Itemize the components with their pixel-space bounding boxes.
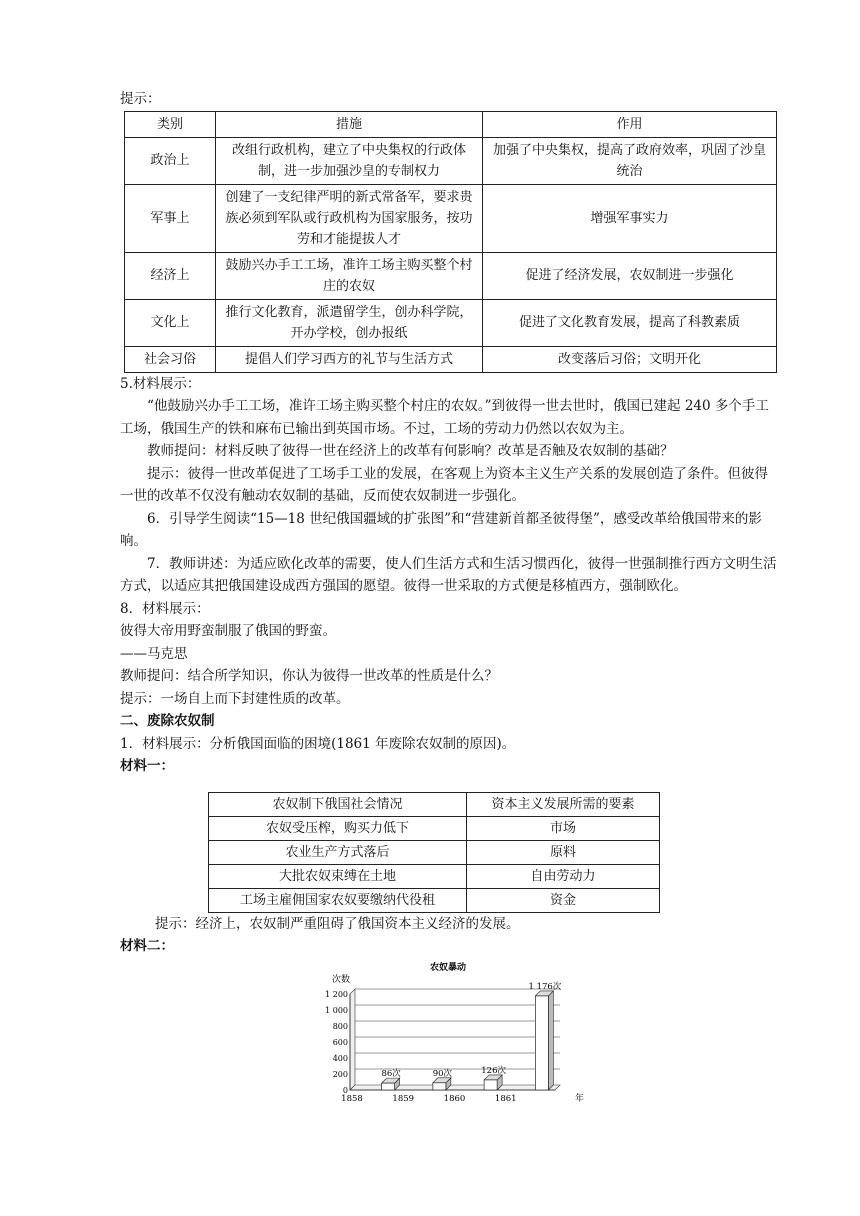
material-5-question: 教师提问：材料反映了彼得一世在经济上的改革有何影响？改革是否触及农奴制的基础？ [147,443,674,459]
cell-effect: 改变落后习俗；文明开化 [483,346,777,372]
data-label: 1 176次 [528,981,562,992]
material-8-hint: 提示：一场自上而下封建性质的改革。 [120,690,350,707]
document-page [120,88,780,1114]
serfdom-table [208,792,660,913]
cell-element: 原料 [467,840,660,864]
cell-effect: 增强军事实力 [483,184,777,252]
y-tick-label: 600 [332,1037,348,1047]
table-row [125,252,777,299]
table-row [209,864,660,888]
header-situation: 农奴制下俄国社会情况 [209,792,467,816]
section-2-item-1: 1．材料展示：分析俄国面临的困境(1861 年废除农奴制的原因)。 [120,735,516,752]
header-elements: 资本主义发展所需的要素 [467,792,660,816]
header-category: 类别 [125,111,216,137]
table-row [125,184,777,252]
chart-title: 农奴暴动 [429,962,467,973]
cell-element: 资金 [467,888,660,912]
header-effect: 作用 [483,111,777,137]
material-1-title: 材料一： [120,758,174,774]
cell-effect: 促进了经济发展，农奴制进一步强化 [483,252,777,299]
table-row [125,299,777,346]
material-2-title: 材料二： [120,938,174,954]
serf-uprising-chart [325,960,780,1114]
section-2-title: 二、废除农奴制 [120,713,215,729]
material-8-question: 教师提问：结合所学知识，你认为彼得一世改革的性质是什么？ [120,668,498,684]
material-1-hint: 提示：经济上，农奴制严重阻碍了俄国资本主义经济的发展。 [155,915,520,932]
side-wall [350,989,355,1090]
y-tick-label: 1 000 [325,1005,348,1015]
cell-situation: 大批农奴束缚在土地 [209,864,467,888]
cell-effect: 加强了中央集权，提高了政府效率，巩固了沙皇统治 [483,137,777,184]
cell-measures: 推行文化教育，派遣留学生，创办科学院，开办学校，创办报纸 [216,299,483,346]
table-row [209,888,660,912]
cell-element: 市场 [467,816,660,840]
material-8-title: 8．材料展示： [120,600,210,617]
x-tick-label: 1861 [494,1093,517,1104]
cell-situation: 工场主雇佣国家农奴要缴纳代役租 [209,888,467,912]
cell-category: 经济上 [125,252,216,299]
data-label: 126次 [481,1065,506,1076]
data-label: 90次 [432,1068,453,1079]
table-header-row [209,792,660,816]
cell-measures: 提倡人们学习西方的礼节与生活方式 [216,346,483,372]
cell-measures: 创建了一支纪律严明的新式常备军，要求贵族必须到军队或行政机构为国家服务，按功劳和才能提拔人才 [216,184,483,252]
table-row [125,346,777,372]
cell-category: 文化上 [125,299,216,346]
cell-element: 自由劳动力 [467,864,660,888]
y-tick-label: 1 200 [325,989,348,999]
hint-label: 提示： [120,91,161,107]
y-tick-label: 400 [332,1053,348,1063]
material-5-hint: 提示：彼得一世改革促进了工场手工业的发展，在客观上为资本主义生产关系的发展创造了条件。但彼得一世的改革不仅没有触动农奴制的基础，反而使农奴制进一步强化。 [120,465,768,504]
cell-category: 军事上 [125,184,216,252]
reform-table [124,111,777,373]
x-axis-label: 年 [575,1093,585,1104]
material-8-quote: 彼得大帝用野蛮制服了俄国的野蛮。 [120,623,336,639]
cell-measures: 改组行政机构，建立了中央集权的行政体制，进一步加强沙皇的专制权力 [216,137,483,184]
material-8-source: ——马克思 [120,645,188,662]
material-5-quote: “他鼓励兴办手工工场，准许工场主购买整个村庄的农奴。”到彼得一世去世时，俄国已建起 240 多个手工工场，俄国生产的铁和麻布已输出到英国市场。不过，工场的劳动力仍然以农奴为主。 [120,398,769,437]
paragraph-7: 7．教师讲述：为适应欧化改革的需要，使人们生活方式和生活习惯西化，彼得一世强制推行西方文明生活方式，以适应其把俄国建设成西方强国的愿望。彼得一世采取的方式便是移植西方，强制欧化。 [120,555,777,594]
table-header-row [125,111,777,137]
x-tick-label: 1859 [392,1093,415,1104]
bar [382,1083,395,1090]
y-tick-label: 800 [332,1021,348,1031]
cell-situation: 农奴受压榨，购买力低下 [209,816,467,840]
bar-side [548,990,553,1089]
table-row [125,137,777,184]
y-tick-label: 200 [332,1069,348,1079]
cell-category: 社会习俗 [125,346,216,372]
header-measures: 措施 [216,111,483,137]
cell-effect: 促进了文化教育发展，提高了科教素质 [483,299,777,346]
bar [484,1079,497,1089]
chart-svg [325,960,590,1110]
paragraph-6: 6．引导学生阅读“15—18 世纪俄国疆域的扩张图”和“营建新首都圣彼得堡”，感受改革给俄国带来的影响。 [120,510,762,549]
bar [535,995,548,1089]
cell-measures: 鼓励兴办手工工场，准许工场主购买整个村庄的农奴 [216,252,483,299]
cell-situation: 农业生产方式落后 [209,840,467,864]
bar [433,1082,446,1089]
x-tick-label: 1858 [341,1093,363,1104]
y-tick-label: 0 [342,1085,348,1095]
x-tick-label: 1860 [443,1093,466,1104]
data-label: 86次 [381,1068,401,1079]
table-row [209,840,660,864]
y-axis-label: 次数 [332,974,351,985]
cell-category: 政治上 [125,137,216,184]
material-5-title: 5.材料展示： [120,375,201,392]
table-row [209,816,660,840]
